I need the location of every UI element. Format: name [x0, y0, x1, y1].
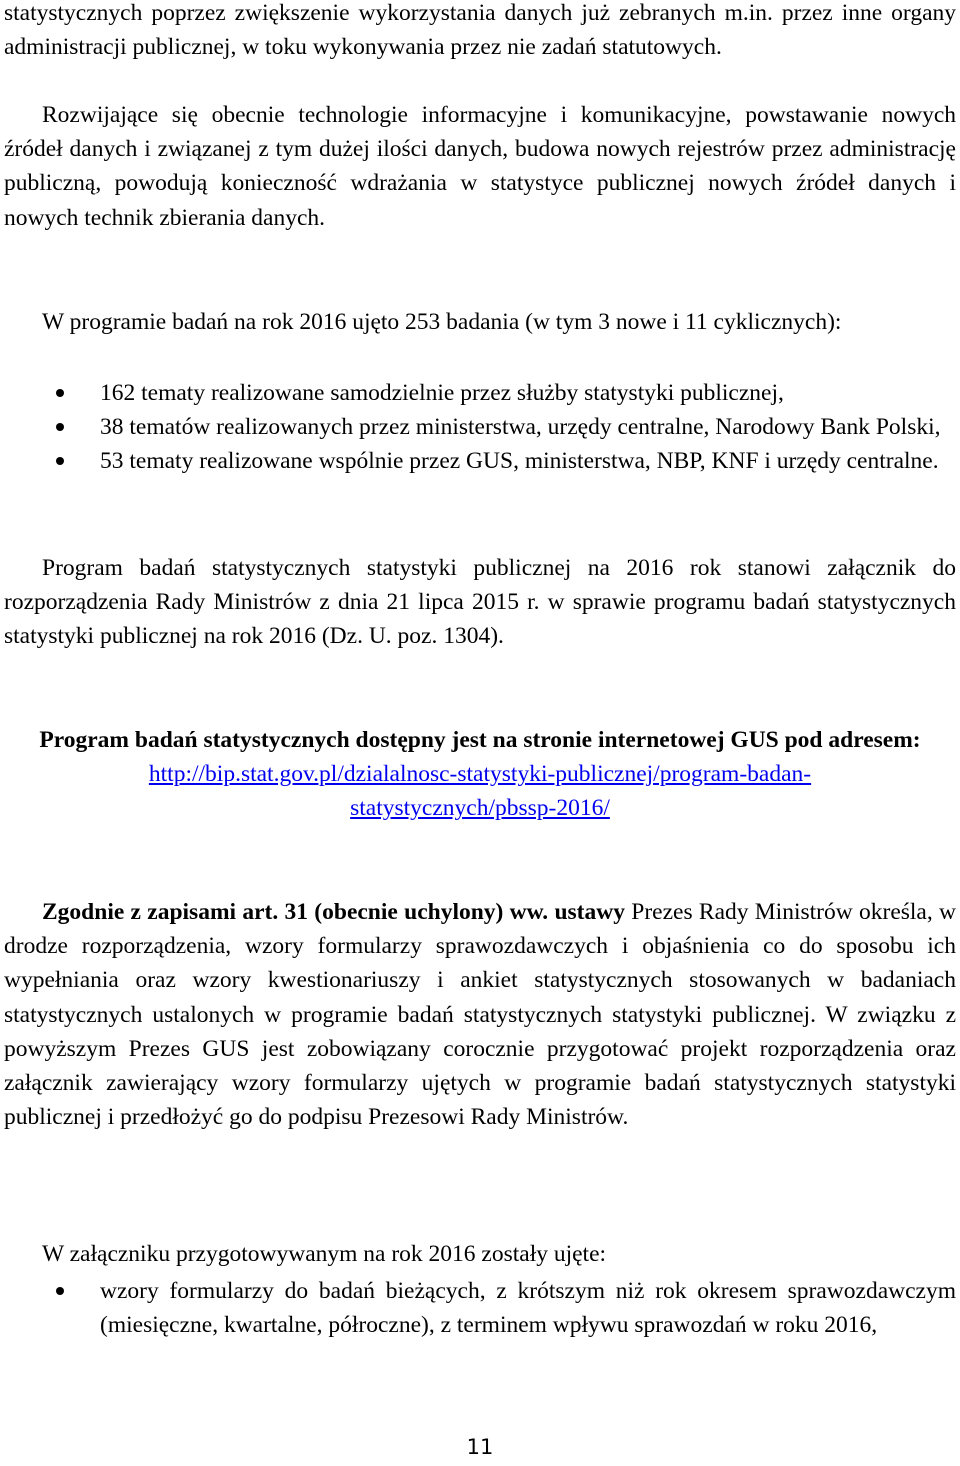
- bullet-icon: [56, 423, 64, 431]
- list-item-text: wzory formularzy do badań bieżących, z krótszym niż rok okresem sprawozdawczym (miesięczne, kwartalne, półroczne), z terminem wpływu sprawozdań w roku 2016,: [100, 1278, 956, 1339]
- program-availability-notice: [4, 723, 956, 826]
- list-item: [4, 1274, 956, 1342]
- program-topics-list: [4, 376, 956, 479]
- list-item-text: 38 tematów realizowanych przez ministerstwa, urzędy centralne, Narodowy Bank Polski,: [100, 414, 941, 441]
- list-item: [4, 376, 956, 410]
- list-item: [4, 410, 956, 444]
- bullet-icon: [56, 457, 64, 465]
- list-item-text: 53 tematy realizowane wspólnie przez GUS, ministerstwa, NBP, KNF i urzędy centralne.: [100, 448, 939, 475]
- bullet-icon: [56, 1287, 64, 1295]
- article-31-lead: Zgodnie z zapisami art. 31 (obecnie uchylony) ww. ustawy: [42, 899, 625, 925]
- paragraph-annex: Program badań statystycznych statystyki publicznej na 2016 rok stanowi załącznik do rozporządzenia Rady Ministrów z dnia 21 lipca 2015 r. w sprawie programu badań statystycznych statystyki publicznej na rok 2016 (Dz. U. poz. 1304).: [4, 555, 956, 650]
- notice-link-line-1: [4, 757, 956, 791]
- list-item-text: 162 tematy realizowane samodzielnie przez służby statystyki publicznej,: [100, 380, 784, 406]
- program-link-continued[interactable]: statystycznych/pbssp-2016/: [350, 795, 610, 822]
- paragraph-previous-continued: statystycznych poprzez zwiększenie wykorzystania danych już zebranych m.in. przez inne organy administracji publicznej, w toku wykonywania przez nie zadań statutowych.: [4, 0, 956, 61]
- notice-link-line-2: [4, 791, 956, 825]
- list-item: [4, 444, 956, 478]
- paragraph-annex-contents: W załączniku przygotowywanym na rok 2016 zostały ujęte:: [42, 1241, 607, 1267]
- paragraph-technologies: Rozwijające się obecnie technologie informacyjne i komunikacyjne, powstawanie nowych źródeł danych i związanej z tym dużej ilości danych, budowa nowych rejestrów przez administrację publiczną, powodują konieczność wdrażania w statystyce publicznej nowych źródeł danych i nowych technik zbierania danych.: [4, 102, 956, 231]
- paragraph-article-31: [4, 895, 956, 1134]
- bullet-icon: [56, 389, 64, 397]
- annex-contents-list: [4, 1274, 956, 1342]
- notice-heading: Program badań statystycznych dostępny jest na stronie internetowej GUS pod adresem:: [39, 727, 921, 753]
- program-link[interactable]: http://bip.stat.gov.pl/dzialalnosc-statystyki-publicznej/program-badan-: [148, 761, 812, 788]
- article-31-text: Prezes Rady Ministrów określa, w drodze rozporządzenia, wzory formularzy sprawozdawczych i objaśnienia co do sposobu ich wypełniania oraz wzory kwestionariuszy i ankiet statystycznych stosowanych w badaniach statystycznych ustalonych w programie badań statystycznych statystyki publicznej. W związku z powyższym Prezes GUS jest zobowiązany corocznie przygotować projekt rozporządzenia oraz załącznik zawierający wzory formularzy ujętych w programie badań statystycznych statystyki publicznej i przedłożyć go do podpisu Prezesowi Rady Ministrów.: [4, 899, 956, 1131]
- paragraph-program-2016: W programie badań na rok 2016 ujęto 253 badania (w tym 3 nowe i 11 cyklicznych):: [42, 309, 842, 335]
- page-number: 11: [466, 1435, 494, 1459]
